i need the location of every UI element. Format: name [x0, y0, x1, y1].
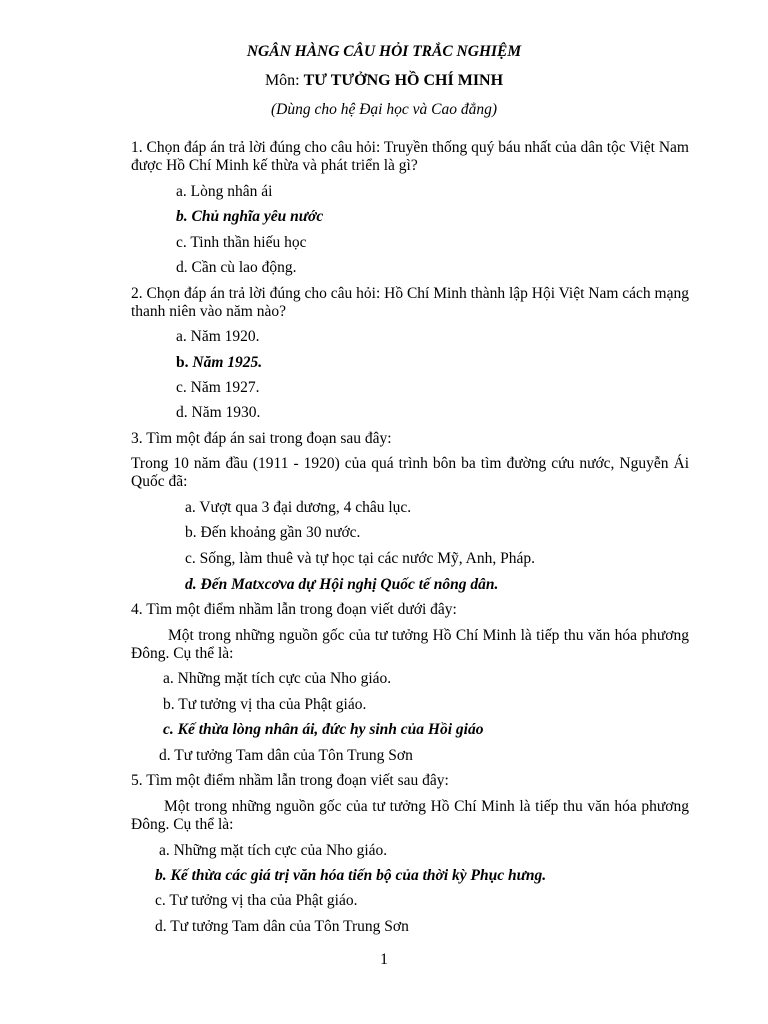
question-2-option-a: a. Năm 1920.: [176, 328, 260, 345]
subject-line: [0, 72, 768, 90]
question-5-option-c: c. Tư tưởng vị tha của Phật giáo.: [155, 892, 358, 909]
document-title: NGÂN HÀNG CÂU HỎI TRẮC NGHIỆM: [246, 43, 522, 60]
question-1-text: 1. Chọn đáp án trả lời đúng cho câu hỏi: Truyền thống quý báu nhất của dân tộc Việt Nam được Hồ Chí Minh kế thừa và phát triển là gì?: [131, 139, 689, 174]
question-3-context: Trong 10 năm đầu (1911 - 1920) của quá trình bôn ba tìm đường cứu nước, Nguyễn Ái Quốc đã:: [131, 455, 689, 490]
subject-prefix: Môn:: [264, 72, 304, 89]
question-4-option-d: d. Tư tưởng Tam dân của Tôn Trung Sơn: [159, 747, 413, 764]
page-number: 1: [380, 951, 388, 968]
question-5-context: Một trong những nguồn gốc của tư tưởng Hồ Chí Minh là tiếp thu văn hóa phương Đông. Cụ thể là:: [131, 798, 689, 833]
question-2-option-d: d. Năm 1930.: [176, 404, 261, 421]
question-5-option-a: a. Những mặt tích cực của Nho giáo.: [159, 842, 388, 859]
question-1-option-d: d. Cần cù lao động.: [176, 259, 297, 276]
question-1-option-c: c. Tinh thần hiếu học: [176, 234, 307, 251]
audience-note: (Dùng cho hệ Đại học và Cao đẳng): [271, 101, 497, 118]
question-4-context: Một trong những nguồn gốc của tư tưởng Hồ Chí Minh là tiếp thu văn hóa phương Đông. Cụ thể là:: [131, 627, 689, 662]
question-4-text: 4. Tìm một điểm nhầm lẫn trong đoạn viết dưới đây:: [131, 601, 457, 618]
question-3-option-d-correct: d. Đến Matxcơva dự Hội nghị Quốc tế nông dân.: [185, 576, 499, 593]
question-2-option-b-text: Năm 1925.: [192, 354, 263, 371]
subject-name: TƯ TƯỞNG HỒ CHÍ MINH: [303, 72, 504, 89]
question-4-option-b: b. Tư tưởng vị tha của Phật giáo.: [163, 696, 367, 713]
question-4-option-a: a. Những mặt tích cực của Nho giáo.: [163, 670, 392, 687]
question-2-option-c: c. Năm 1927.: [176, 379, 260, 396]
question-2-option-b-correct: [176, 354, 262, 372]
question-3-option-b: b. Đến khoảng gần 30 nước.: [185, 524, 361, 541]
question-1-option-b-correct: b. Chủ nghĩa yêu nước: [176, 208, 324, 225]
question-5-text: 5. Tìm một điểm nhầm lẫn trong đoạn viết sau đây:: [131, 772, 449, 789]
question-2-text: 2. Chọn đáp án trả lời đúng cho câu hỏi: Hồ Chí Minh thành lập Hội Việt Nam cách mạng thanh niên vào năm nào?: [131, 285, 689, 320]
question-5-option-d: d. Tư tưởng Tam dân của Tôn Trung Sơn: [155, 918, 409, 935]
question-1-option-a: a. Lòng nhân ái: [176, 183, 273, 200]
question-3-option-c: c. Sống, làm thuê và tự học tại các nước Mỹ, Anh, Pháp.: [185, 550, 535, 567]
question-5-option-b-correct: b. Kế thừa các giá trị văn hóa tiến bộ của thời kỳ Phục hưng.: [155, 867, 547, 884]
question-3-text: 3. Tìm một đáp án sai trong đoạn sau đây:: [131, 430, 392, 447]
question-3-option-a: a. Vượt qua 3 đại dương, 4 châu lục.: [185, 499, 412, 516]
question-2-option-b-letter: b.: [176, 354, 193, 371]
question-4-option-c-correct: c. Kế thừa lòng nhân ái, đức hy sinh của Hồi giáo: [163, 721, 484, 738]
